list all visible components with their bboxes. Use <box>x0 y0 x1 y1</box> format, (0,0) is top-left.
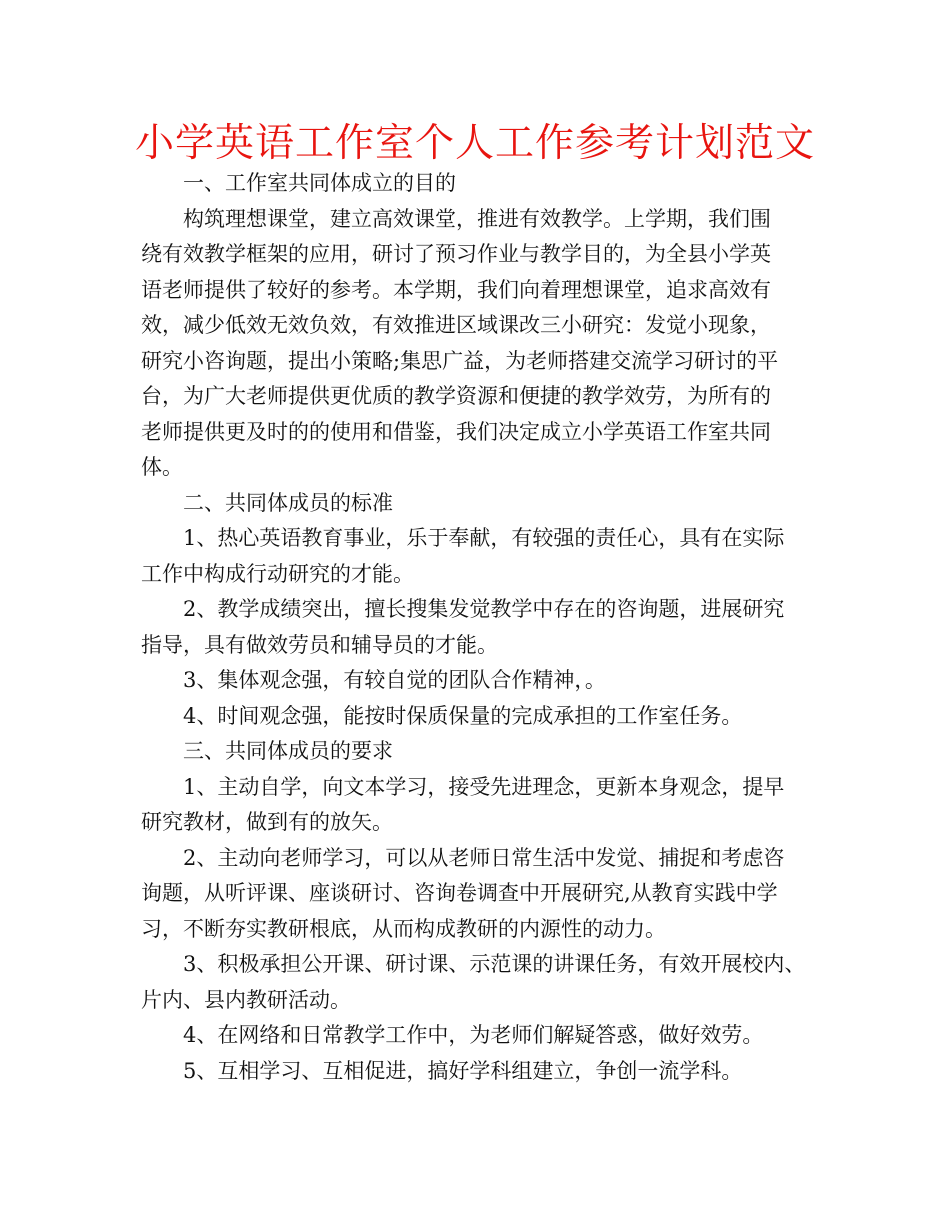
list-item-line: 4、在网络和日常教学工作中，为老师们解疑答惑，做好效劳。 <box>183 1023 764 1047</box>
list-item-line: 2、教学成绩突出，擅长搜集发觉教学中存在的咨询题，进展研究 <box>183 597 785 621</box>
paragraph-line: 构筑理想课堂，建立高效课堂，推进有效教学。上学期，我们围 <box>183 206 771 231</box>
paragraph-line: 效，减少低效无效负效，有效推进区域课改三小研究：发觉小现象， <box>141 313 771 337</box>
paragraph-line: 老师提供更及时的的使用和借鉴，我们决定成立小学英语工作室共同 <box>141 419 771 444</box>
list-item-line: 4、时间观念强，能按时保质保量的完成承担的工作室任务。 <box>183 703 743 728</box>
list-item-line: 1、热心英语教育事业，乐于奉献，有较强的责任心，具有在实际 <box>183 526 785 550</box>
list-item-line: 3、集体观念强，有较自觉的团队合作精神，。 <box>183 668 606 692</box>
list-item-line: 3、积极承担公开课、研讨课、示范课的讲课任务，有效开展校内、 <box>183 952 806 976</box>
list-item-line: 工作中构成行动研究的才能。 <box>141 561 414 586</box>
section-heading-3: 三、共同体成员的要求 <box>183 739 393 763</box>
list-item-line: 5、互相学习、互相促进，搞好学科组建立，争创一流学科。 <box>183 1058 743 1083</box>
section-heading-1: 一、工作室共同体成立的目的 <box>183 171 456 195</box>
paragraph-line: 体。 <box>141 455 183 479</box>
list-item-line: 指导，具有做效劳员和辅导员的才能。 <box>141 632 498 657</box>
list-item-line: 询题，从听评课、座谈研讨、咨询卷调查中开展研究,从教育实践中学 <box>141 881 778 905</box>
list-item-line: 片内、县内教研活动。 <box>141 987 351 1012</box>
section-heading-2: 二、共同体成员的标准 <box>183 490 393 515</box>
paragraph-line: 语老师提供了较好的参考。本学期，我们向着理想课堂，追求高效有 <box>141 277 771 302</box>
list-item-line: 2、主动向老师学习，可以从老师日常生活中发觉、捕捉和考虑咨 <box>183 845 785 870</box>
list-item-line: 习，不断夯实教研根底，从而构成教研的内源性的动力。 <box>141 916 666 941</box>
paragraph-line: 研究小咨询题，提出小策略;集思广益，为老师搭建交流学习研讨的平 <box>141 348 779 373</box>
document-title: 小学英语工作室个人工作参考计划范文 <box>134 121 815 166</box>
list-item-line: 1、主动自学，向文本学习，接受先进理念，更新本身观念，提早 <box>183 774 785 799</box>
list-item-line: 研究教材，做到有的放矢。 <box>141 810 393 834</box>
paragraph-line: 台，为广大老师提供更优质的教学资源和便捷的教学效劳，为所有的 <box>141 384 771 408</box>
paragraph-line: 绕有效教学框架的应用，研讨了预习作业与教学目的，为全县小学英 <box>141 242 771 266</box>
document-body <box>141 166 821 1089</box>
